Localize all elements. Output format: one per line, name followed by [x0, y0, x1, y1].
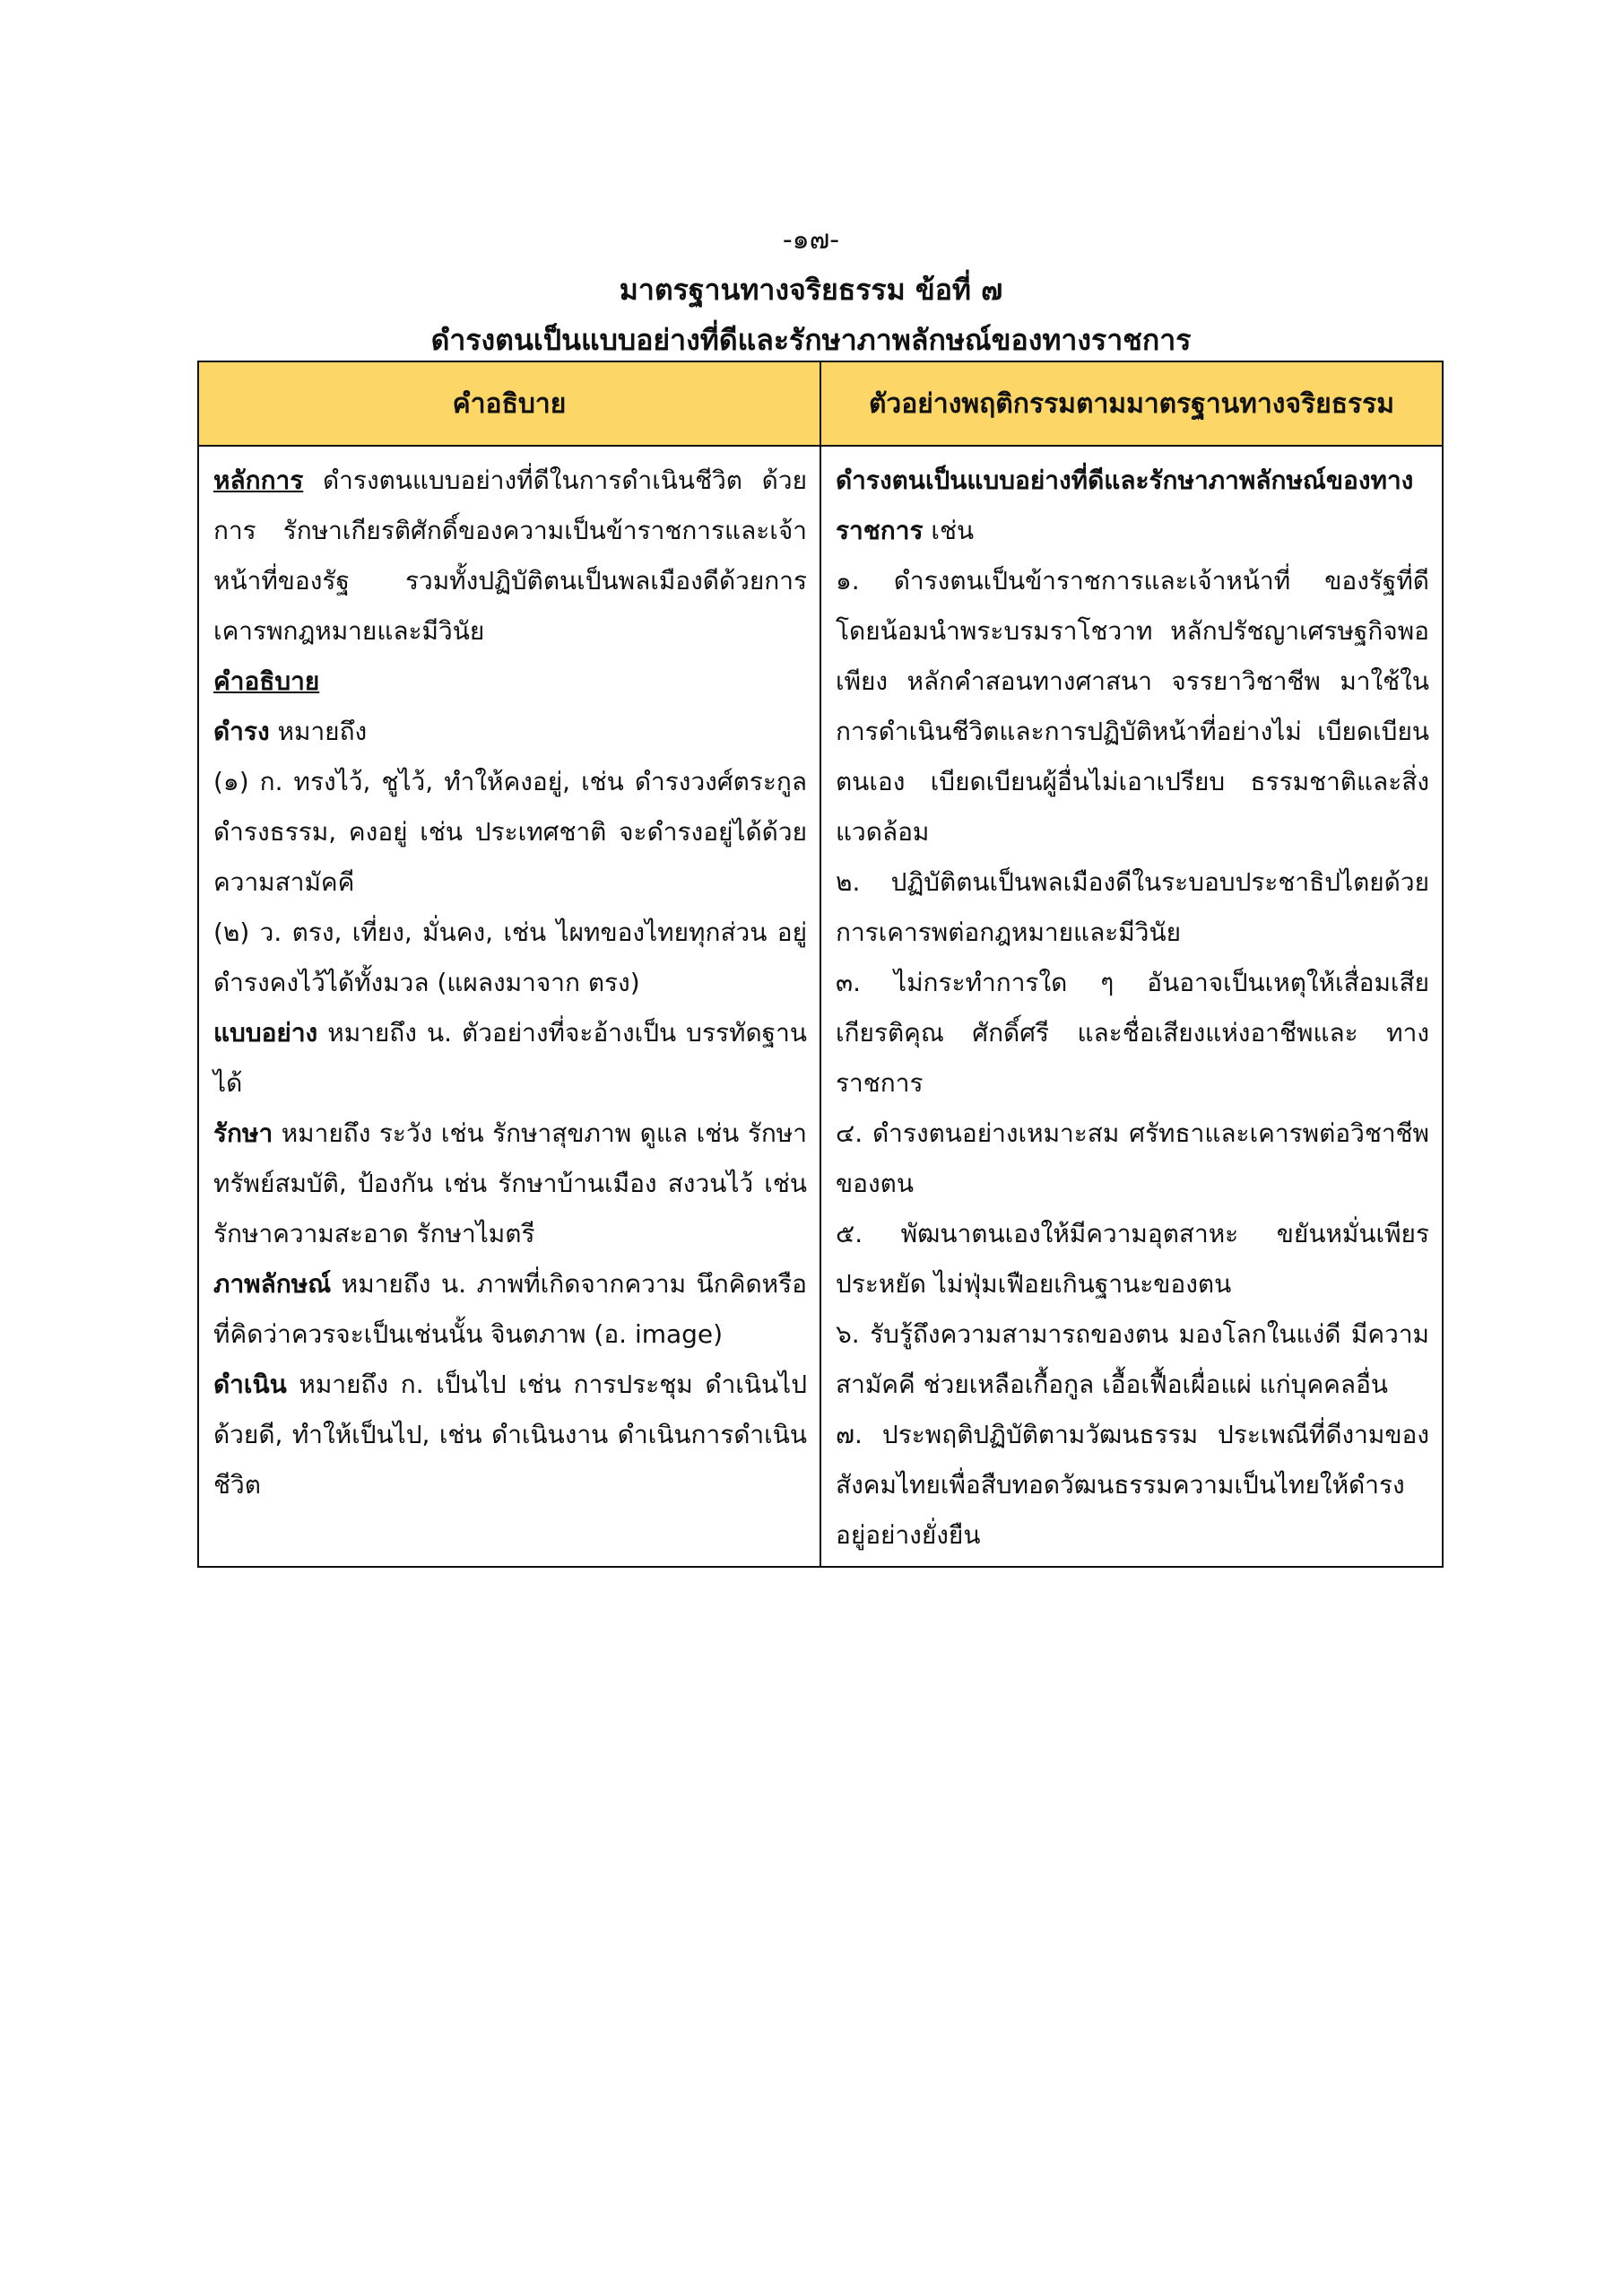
- term-entry: [213, 707, 807, 757]
- ethics-standard-table: [197, 361, 1444, 1568]
- term-entry: [213, 908, 807, 1008]
- term-definition: (๑) ก. ทรงไว้, ชูไว้, ทำให้คงอยู่, เช่น ดำรงวงศ์ตระกูล ดำรงธรรม, คงอยู่ เช่น ประเทศชาติ จะดำรงอยู่ได้ด้วยความสามัคคี: [213, 767, 807, 897]
- term-entry: [213, 1360, 807, 1510]
- examples-intro: [836, 456, 1429, 556]
- example-item: ๓. ไม่กระทำการใด ๆ อันอาจเป็นเหตุให้เสื่อมเสียเกียรติคุณ ศักดิ์ศรี และชื่อเสียงแห่งอาชีพและ ทางราชการ: [836, 968, 1429, 1098]
- explanation-cell: [198, 446, 820, 1567]
- page-title: มาตรฐานทางจริยธรรม ข้อที่ ๗: [619, 273, 1003, 307]
- table-header-row: [198, 361, 1443, 446]
- term-word: รักษา: [213, 1118, 273, 1148]
- term-word: แบบอย่าง: [213, 1018, 318, 1048]
- term-definition: หมายถึง น. ตัวอย่างที่จะอ้างเป็น บรรทัดฐานได้: [213, 1018, 807, 1098]
- term-definition: (๒) ว. ตรง, เที่ยง, มั่นคง, เช่น ไผทของไทยทุกส่วน อยู่ดำรงคงไว้ได้ทั้งมวล (แผลงมาจาก ตรง): [213, 918, 807, 997]
- examples-intro-rest: เช่น: [923, 516, 975, 545]
- table-body-row: [198, 446, 1443, 1567]
- example-item: ๕. พัฒนาตนเองให้มีความอุตสาหะ ขยันหมั่นเพียร ประหยัด ไม่ฟุ่มเฟือยเกินฐานะของตน: [836, 1219, 1429, 1299]
- term-definition: หมายถึง ก. เป็นไป เช่น การประชุม ดำเนินไปด้วยดี, ทำให้เป็นไป, เช่น ดำเนินงาน ดำเนินการดำเนินชีวิต: [213, 1370, 807, 1500]
- examples-intro-bold: ดำรงตนเป็นแบบอย่างที่ดีและรักษาภาพลักษณ์ของทางราชการ: [836, 465, 1414, 545]
- page-number: -๑๗-: [782, 224, 840, 256]
- example-item: ๔. ดำรงตนอย่างเหมาะสม ศรัทธาและเคารพต่อวิชาชีพของตน: [836, 1118, 1429, 1198]
- term-definition: หมายถึง: [269, 717, 368, 746]
- column-header-examples: ตัวอย่างพฤติกรรมตามมาตรฐานทางจริยธรรม: [820, 361, 1443, 446]
- term-word: ภาพลักษณ์: [213, 1269, 332, 1299]
- term-definition: หมายถึง น. ภาพที่เกิดจากความ นึกคิดหรือที่คิดว่าควรจะเป็นเช่นนั้น จินตภาพ (อ. image): [213, 1269, 807, 1349]
- principle-label: หลักการ: [213, 465, 304, 495]
- explanation-label: คำอธิบาย: [213, 666, 320, 696]
- examples-cell: [820, 446, 1443, 1567]
- example-item: ๑. ดำรงตนเป็นข้าราชการและเจ้าหน้าที่ ของรัฐที่ดี โดยน้อมนำพระบรมราโชวาท หลักปรัชญาเศรษฐกิจพอเพียง หลักคำสอนทางศาสนา จรรยาวิชาชีพ มาใช้ในการดำเนินชีวิตและการปฏิบัติหน้าที่อย่างไม่ เบียดเบียนตนเอง เบียดเบียนผู้อื่นไม่เอาเปรียบ ธรรมชาติและสิ่งแวดล้อม: [836, 566, 1429, 847]
- column-header-explanation: คำอธิบาย: [198, 361, 820, 446]
- term-entry: [213, 1008, 807, 1109]
- term-entry: [213, 1109, 807, 1259]
- term-entry: [213, 1259, 807, 1360]
- page-subtitle: ดำรงตนเป็นแบบอย่างที่ดีและรักษาภาพลักษณ์ของทางราชการ: [430, 323, 1192, 357]
- principle-paragraph: [213, 456, 807, 657]
- term-word: ดำเนิน: [213, 1370, 287, 1399]
- term-entry: [213, 757, 807, 908]
- example-item: ๒. ปฏิบัติตนเป็นพลเมืองดีในระบอบประชาธิปไตยด้วยการเคารพต่อกฎหมายและมีวินัย: [836, 867, 1429, 947]
- example-item: ๗. ประพฤติปฏิบัติตามวัฒนธรรม ประเพณีที่ดีงามของสังคมไทยเพื่อสืบทอดวัฒนธรรมความเป็นไทยให้ดำรงอยู่อย่างยั่งยืน: [836, 1420, 1429, 1550]
- principle-text: ดำรงตนแบบอย่างที่ดีในการดำเนินชีวิต ด้วยการ รักษาเกียรติศักดิ์ของความเป็นข้าราชการและเจ้าหน้าที่ของรัฐ รวมทั้งปฏิบัติตนเป็นพลเมืองดีด้วยการเคารพกฎหมายและมีวินัย: [213, 465, 807, 646]
- term-definition: หมายถึง ระวัง เช่น รักษาสุขภาพ ดูแล เช่น รักษาทรัพย์สมบัติ, ป้องกัน เช่น รักษาบ้านเมือง สงวนไว้ เช่น รักษาความสะอาด รักษาไมตรี: [213, 1118, 807, 1248]
- term-word: ดำรง: [213, 717, 270, 746]
- example-item: ๖. รับรู้ถึงความสามารถของตน มองโลกในแง่ดี มีความสามัคคี ช่วยเหลือเกื้อกูล เอื้อเฟื้อเผื่อแผ่ แก่บุคคลอื่น: [836, 1319, 1429, 1399]
